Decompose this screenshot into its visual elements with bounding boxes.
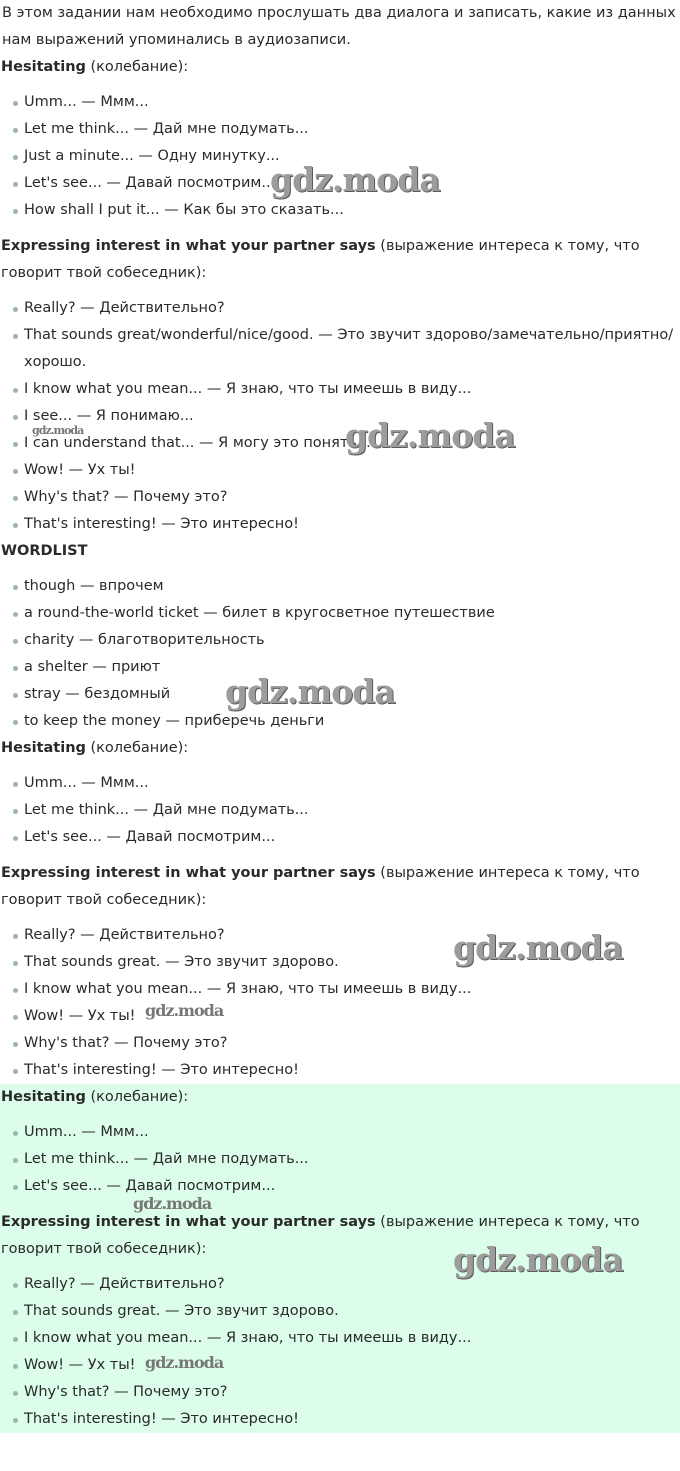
watermark-logo: gdz.moda xyxy=(453,1240,623,1279)
list-item: Let's see... — Давай посмотрим... xyxy=(13,170,680,197)
list-item: Why's that? — Почему это? xyxy=(13,1379,680,1406)
heading-title: Hesitating xyxy=(1,740,86,756)
list-item: I see... — Я понимаю... xyxy=(13,403,680,430)
list-item: That sounds great/wonderful/nice/good. — Это звучит здорово/замечательно/приятно/хорошо. xyxy=(13,322,680,376)
list-item: That's interesting! — Это интересно! xyxy=(13,511,680,538)
watermark-logo: gdz.moda xyxy=(145,1353,224,1372)
list-item: Really? — Действительно? xyxy=(13,295,680,322)
phrase-list xyxy=(0,922,680,1084)
list-item: charity — благотворительность xyxy=(13,627,680,654)
list-item: to keep the money — приберечь деньги xyxy=(13,708,680,735)
heading-title: WORDLIST xyxy=(1,543,88,559)
heading-title: Expressing interest in what your partner says xyxy=(1,865,376,881)
list-item: though — впрочем xyxy=(13,573,680,600)
section-heading xyxy=(0,1209,680,1263)
phrase-list xyxy=(0,1271,680,1433)
list-item: Really? — Действительно? xyxy=(13,922,680,949)
list-item: Let's see... — Давай посмотрим... xyxy=(13,1173,680,1200)
list-item: I can understand that... — Я могу это понять... xyxy=(13,430,680,457)
heading-translation: (колебание): xyxy=(85,1089,189,1105)
list-item: Why's that? — Почему это? xyxy=(13,484,680,511)
list-item: Wow! — Ух ты! xyxy=(13,1352,680,1379)
heading-title: Expressing interest in what your partner says xyxy=(1,238,376,254)
list-item: That's interesting! — Это интересно! xyxy=(13,1057,680,1084)
list-item: Let's see... — Давай посмотрим... xyxy=(13,824,680,851)
phrase-list xyxy=(0,295,680,538)
list-item: a round-the-world ticket — билет в кругосветное путешествие xyxy=(13,600,680,627)
watermark-logo: gdz.moda xyxy=(453,928,623,967)
watermark-logo: gdz.moda xyxy=(133,1194,212,1213)
section-heading xyxy=(0,735,680,762)
heading-translation: (колебание): xyxy=(85,740,189,756)
list-item: That sounds great. — Это звучит здорово. xyxy=(13,949,680,976)
list-item: That sounds great. — Это звучит здорово. xyxy=(13,1298,680,1325)
watermark-logo: gdz.moda xyxy=(345,416,515,455)
list-item: How shall I put it... — Как бы это сказать... xyxy=(13,197,680,224)
phrase-list xyxy=(0,89,680,224)
word-list xyxy=(0,573,680,735)
heading-translation: (выражение интереса к тому, что говорит твой собеседник): xyxy=(1,1214,640,1257)
list-item: I know what you mean... — Я знаю, что ты имеешь в виду... xyxy=(13,1325,680,1352)
list-item: Umm... — Ммм... xyxy=(13,1119,680,1146)
section-heading xyxy=(0,860,680,914)
intro-text: В этом задании нам необходимо прослушать два диалога и записать, какие из данных нам выражений упоминались в аудиозаписи. xyxy=(2,5,676,48)
list-item: a shelter — приют xyxy=(13,654,680,681)
list-item: Really? — Действительно? xyxy=(13,1271,680,1298)
list-item: Umm... — Ммм... xyxy=(13,770,680,797)
heading-translation: (колебание): xyxy=(85,59,189,75)
phrase-list xyxy=(0,1119,680,1200)
heading-title: Expressing interest in what your partner says xyxy=(1,1214,376,1230)
watermark-logo: gdz.moda xyxy=(32,424,84,437)
phrase-list xyxy=(0,770,680,851)
watermark-logo: gdz.moda xyxy=(270,160,440,199)
list-item: Let me think... — Дай мне подумать... xyxy=(13,1146,680,1173)
section-heading xyxy=(0,1084,680,1111)
list-item: Why's that? — Почему это? xyxy=(13,1030,680,1057)
list-item: Wow! — Ух ты! xyxy=(13,457,680,484)
section-heading xyxy=(0,538,680,565)
list-item: stray — бездомный xyxy=(13,681,680,708)
list-item: That's interesting! — Это интересно! xyxy=(13,1406,680,1433)
section-heading xyxy=(0,54,680,81)
list-item: I know what you mean... — Я знаю, что ты имеешь в виду... xyxy=(13,976,680,1003)
section-heading xyxy=(0,233,680,287)
list-item: Just a minute... — Одну минутку... xyxy=(13,143,680,170)
list-item: Let me think... — Дай мне подумать... xyxy=(13,797,680,824)
watermark-logo: gdz.moda xyxy=(145,1001,224,1020)
list-item: Wow! — Ух ты! xyxy=(13,1003,680,1030)
answer-highlight-block xyxy=(0,1084,680,1433)
heading-title: Hesitating xyxy=(1,59,86,75)
heading-translation: (выражение интереса к тому, что говорит твой собеседник): xyxy=(1,238,640,281)
list-item: Let me think... — Дай мне подумать... xyxy=(13,116,680,143)
heading-translation: (выражение интереса к тому, что говорит твой собеседник): xyxy=(1,865,640,908)
list-item: I know what you mean... — Я знаю, что ты имеешь в виду... xyxy=(13,376,680,403)
list-item: Umm... — Ммм... xyxy=(13,89,680,116)
watermark-logo: gdz.moda xyxy=(225,672,395,711)
heading-title: Hesitating xyxy=(1,1089,86,1105)
